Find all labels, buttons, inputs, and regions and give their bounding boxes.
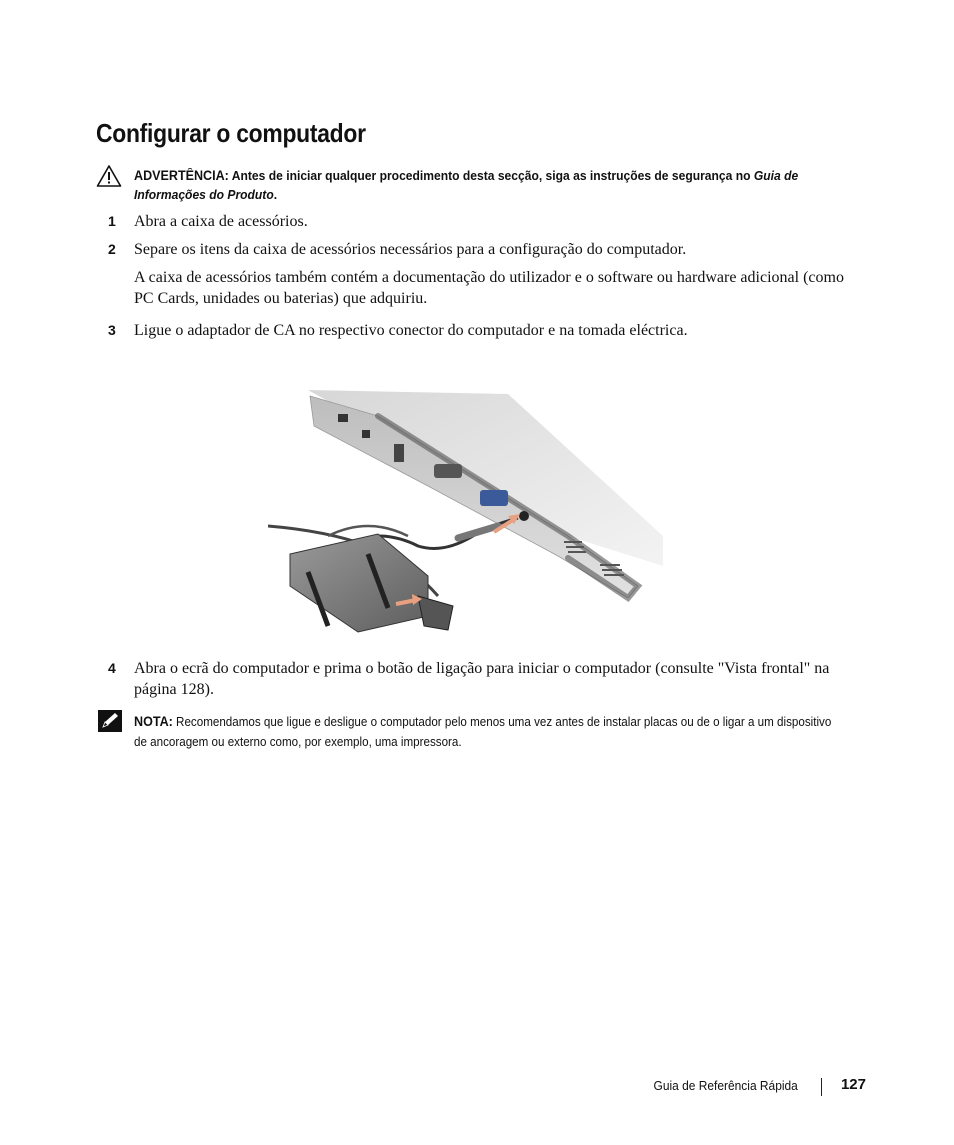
warning-text	[134, 166, 822, 204]
step-number: 2	[108, 241, 116, 257]
mains-cable-loop	[328, 526, 408, 536]
serial-port	[434, 464, 462, 478]
step-text: Abra o ecrã do computador e prima o botão de ligação para iniciar o computador (consulte "Vista frontal" na página 128).	[134, 660, 830, 698]
step-2-paragraph: A caixa de acessórios também contém a documentação do utilizador e o software ou hardware adicional (como PC Cards, unidades ou baterias) que adquiriu.	[134, 269, 844, 307]
power-plug	[458, 526, 498, 538]
network-port	[338, 414, 348, 422]
pencil-note-icon	[98, 710, 122, 732]
note-label: NOTA:	[134, 714, 173, 729]
vga-port	[480, 490, 508, 506]
usb-port	[394, 444, 404, 462]
step-text: Abra a caixa de acessórios.	[134, 213, 308, 230]
ac-adapter-connection-illustration	[268, 386, 668, 642]
step-text: Separe os itens da caixa de acessórios necessários para a configuração do computador.	[134, 241, 687, 258]
footer-divider	[821, 1078, 822, 1096]
warning-body: Antes de iniciar qualquer procedimento desta secção, siga as instruções de segurança no	[231, 168, 754, 183]
note-body: Recomendamos que ligue e desligue o computador pelo menos uma vez antes de instalar placas ou de o ligar a um dispositivo de ancoragem ou externo como, por exemplo, uma impressora.	[134, 715, 832, 749]
warning-guide-reference: Guia de Informações do Produto	[134, 168, 799, 202]
step-number: 3	[108, 322, 116, 338]
footer-guide-title: Guia de Referência Rápida	[653, 1078, 798, 1093]
step-number: 4	[108, 660, 116, 676]
page-title: Configurar o computador	[96, 118, 366, 148]
page-footer	[600, 1076, 866, 1098]
warning-triangle-icon	[96, 164, 122, 188]
page-number: 127	[840, 1076, 866, 1093]
adapter-connector	[418, 596, 453, 630]
note-text	[134, 712, 841, 752]
step-text: Ligue o adaptador de CA no respectivo conector do computador e na tomada eléctrica.	[134, 322, 688, 339]
step-number: 1	[108, 213, 116, 229]
modem-port	[362, 430, 370, 438]
warning-end: .	[273, 187, 278, 202]
power-connector	[519, 511, 529, 521]
warning-label: ADVERTÊNCIA:	[134, 168, 229, 183]
